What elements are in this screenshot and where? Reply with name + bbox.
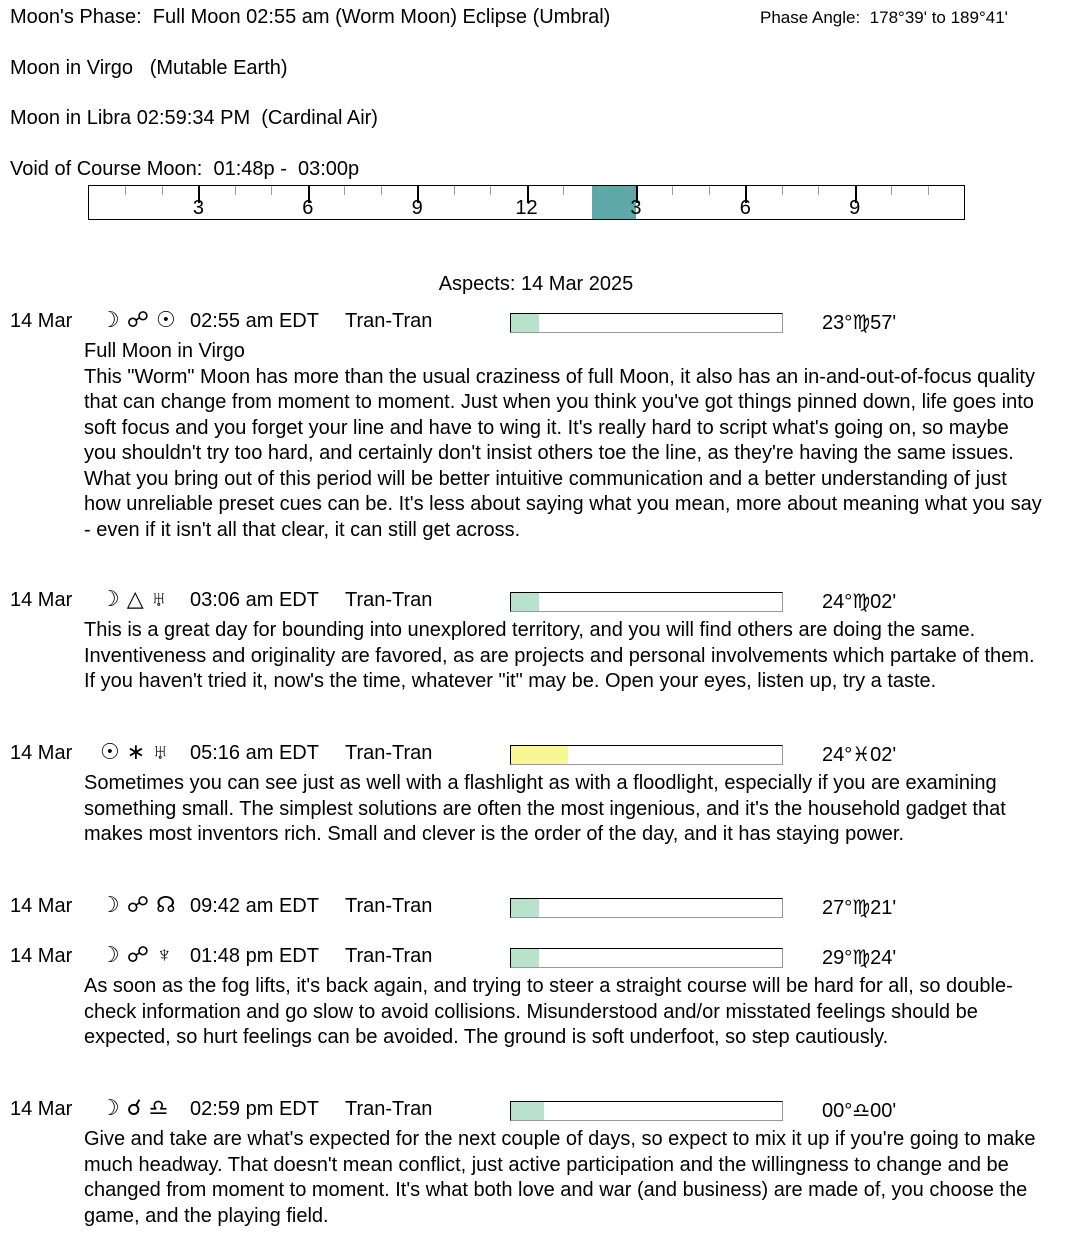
aspect-time: 01:48 pm EDT [190, 945, 319, 967]
moons-phase-line [10, 6, 610, 29]
libra-icon: ♎ [148, 1095, 169, 1120]
hour-label: 9 [849, 197, 861, 219]
aspect-date: 14 Mar [10, 589, 73, 611]
aspect-text: Sometimes you can see just as well with a flashlight as with a floodlight, especially if you are examining something small. The simplest solutions are often the most ingenious, and it's the household gadget that makes most inventors rich. Small and clever is the order of the day, and it has staying power. [84, 772, 1006, 845]
aspect-line [0, 892, 1072, 921]
moon-sign-line-2: Moon in Libra 02:59:34 PM (Cardinal Air) [10, 107, 378, 129]
aspect-date: 14 Mar [10, 742, 73, 764]
aspect-line [0, 586, 1072, 615]
aspect-time: 02:55 am EDT [190, 310, 319, 332]
voc-ruler [88, 185, 965, 220]
hour-tick [782, 186, 783, 195]
sun-icon: ☉ [156, 307, 176, 332]
hour-tick [162, 186, 163, 195]
aspect-time: 09:42 am EDT [190, 895, 319, 917]
hour-tick [125, 186, 126, 195]
opposition-icon: ☍ [126, 307, 150, 332]
hour-tick [563, 186, 564, 195]
hour-tick [490, 186, 491, 195]
hour-tick [381, 186, 382, 195]
aspect-row [0, 739, 1072, 848]
moons-phase-value: Full Moon 02:55 am (Worm Moon) Eclipse (Umbral) [152, 6, 611, 28]
moon-icon: ☽ [100, 942, 120, 967]
aspects-title: Aspects: 14 Mar 2025 [438, 273, 634, 295]
hour-label: 9 [411, 197, 423, 219]
aspect-type: Tran-Tran [345, 742, 433, 764]
moon-icon: ☽ [100, 892, 120, 917]
orb-progress-bar [510, 592, 783, 612]
phase-angle-label: Phase Angle: [760, 8, 861, 27]
orb-progress-fill [511, 1102, 544, 1120]
opposition-icon: ☍ [126, 942, 150, 967]
north-node-icon: ☊ [156, 892, 176, 917]
hour-tick [454, 186, 455, 195]
voc-line [10, 158, 359, 181]
moons-phase-label: Moon's Phase: [10, 6, 142, 28]
aspect-time: 02:59 pm EDT [190, 1098, 319, 1120]
aspect-description [84, 1127, 1042, 1229]
conjunction-icon: ☌ [126, 1095, 142, 1120]
hour-label: 6 [302, 197, 314, 219]
orb-progress-bar [510, 313, 783, 333]
aspect-position: 29°♍24' [822, 947, 897, 969]
aspect-line [0, 307, 1072, 336]
aspect-line [0, 1095, 1072, 1124]
aspect-date: 14 Mar [10, 1098, 73, 1120]
sextile-icon: ∗ [126, 739, 146, 764]
orb-progress-fill [511, 746, 568, 764]
aspect-type: Tran-Tran [345, 589, 433, 611]
aspect-position: 00°♎00' [822, 1100, 897, 1122]
aspect-description [84, 618, 1042, 695]
moon-icon: ☽ [100, 1095, 120, 1120]
aspect-position: 24°♍02' [822, 591, 897, 613]
hour-tick [928, 186, 929, 195]
aspect-description [84, 771, 1042, 848]
orb-progress-bar [510, 948, 783, 968]
orb-progress-fill [511, 899, 539, 917]
aspect-type: Tran-Tran [345, 1098, 433, 1120]
hour-label: 3 [630, 197, 642, 219]
opposition-icon: ☍ [126, 892, 150, 917]
aspect-position: 24°♓02' [822, 744, 897, 766]
aspect-row [0, 892, 1072, 921]
hour-tick [818, 186, 819, 195]
hour-label: 12 [515, 197, 538, 219]
hour-label: 3 [192, 197, 204, 219]
orb-progress-bar [510, 1101, 783, 1121]
trine-icon: △ [126, 586, 144, 611]
hour-label: 6 [739, 197, 751, 219]
aspect-row [0, 307, 1072, 543]
moon-sign-line-1: Moon in Virgo (Mutable Earth) [10, 57, 288, 79]
uranus-icon: ♅ [152, 739, 169, 764]
aspect-row [0, 942, 1072, 1051]
aspect-line [0, 942, 1072, 971]
uranus-icon: ♅ [150, 586, 168, 611]
hour-tick [235, 186, 236, 195]
orb-progress-fill [511, 593, 539, 611]
aspect-date: 14 Mar [10, 945, 73, 967]
aspect-position: 27°♍21' [822, 897, 897, 919]
orb-progress-fill [511, 314, 539, 332]
hour-tick [599, 186, 600, 195]
aspect-type: Tran-Tran [345, 945, 433, 967]
orb-progress-fill [511, 949, 539, 967]
neptune-icon: ♆ [156, 942, 173, 967]
aspect-subtitle: Full Moon in Virgo [84, 340, 245, 362]
aspect-row [0, 586, 1072, 695]
moon-icon: ☽ [100, 307, 120, 332]
aspect-text: Give and take are what's expected for the next couple of days, so expect to mix it up if you're going to make much headway. That doesn't mean conflict, just active participation and the willingness to change and be changed from moment to moment. It's what both love and war (and business) are made of, you choose the game, and the playing field. [84, 1128, 1036, 1227]
hour-tick [709, 186, 710, 195]
orb-progress-bar [510, 898, 783, 918]
aspect-text: As soon as the fog lifts, it's back again, and trying to steer a straight course will be hard for all, so double-check information and go slow to avoid collisions. Misunderstood and/or misstated feelings should be expected, so hurt feelings can be avoided. The ground is soft underfoot, so step cautiously. [84, 975, 1013, 1048]
hour-tick [891, 186, 892, 195]
hour-tick [344, 186, 345, 195]
orb-progress-bar [510, 745, 783, 765]
aspect-date: 14 Mar [10, 895, 73, 917]
aspect-description [84, 339, 1042, 543]
voc-label: Void of Course Moon: [10, 158, 203, 180]
phase-angle-line [760, 8, 1008, 28]
voc-value: 01:48p - 03:00p [213, 158, 360, 180]
phase-angle-value: 178°39' to 189°41' [869, 8, 1008, 27]
aspect-time: 03:06 am EDT [190, 589, 319, 611]
aspect-type: Tran-Tran [345, 310, 433, 332]
aspect-text: This is a great day for bounding into unexplored territory, and you will find others are doing the same. Inventiveness and originality are favored, as are projects and personal involvements which partake of them. If you haven't tried it, now's the time, whatever "it" may be. Open your eyes, listen up, try a taste. [84, 619, 1035, 692]
sun-icon: ☉ [100, 739, 120, 764]
aspect-type: Tran-Tran [345, 895, 433, 917]
moon-icon: ☽ [100, 586, 120, 611]
aspect-time: 05:16 am EDT [190, 742, 319, 764]
hour-tick [271, 186, 272, 195]
aspect-position: 23°♍57' [822, 312, 897, 334]
aspect-line [0, 739, 1072, 768]
aspect-description [84, 974, 1042, 1051]
aspect-text: This "Worm" Moon has more than the usual craziness of full Moon, it also has an in-and-out-of-focus quality that can change from moment to moment. Just when you think you've got things pinned down, life goes into soft focus and you forget your line and have to wing it. It's really hard to script what's going on, so maybe you shouldn't try too hard, and certainly don't insist others toe the line, as they're having the same issues. What you bring out of this period will be better intuitive communication and a better understanding of just how unreliable preset cues can be. It's less about saying what you mean, more about meaning what you say - even if it isn't all that clear, it can still get across. [84, 365, 1042, 541]
hour-tick [672, 186, 673, 195]
aspect-date: 14 Mar [10, 310, 73, 332]
aspect-row [0, 1095, 1072, 1229]
